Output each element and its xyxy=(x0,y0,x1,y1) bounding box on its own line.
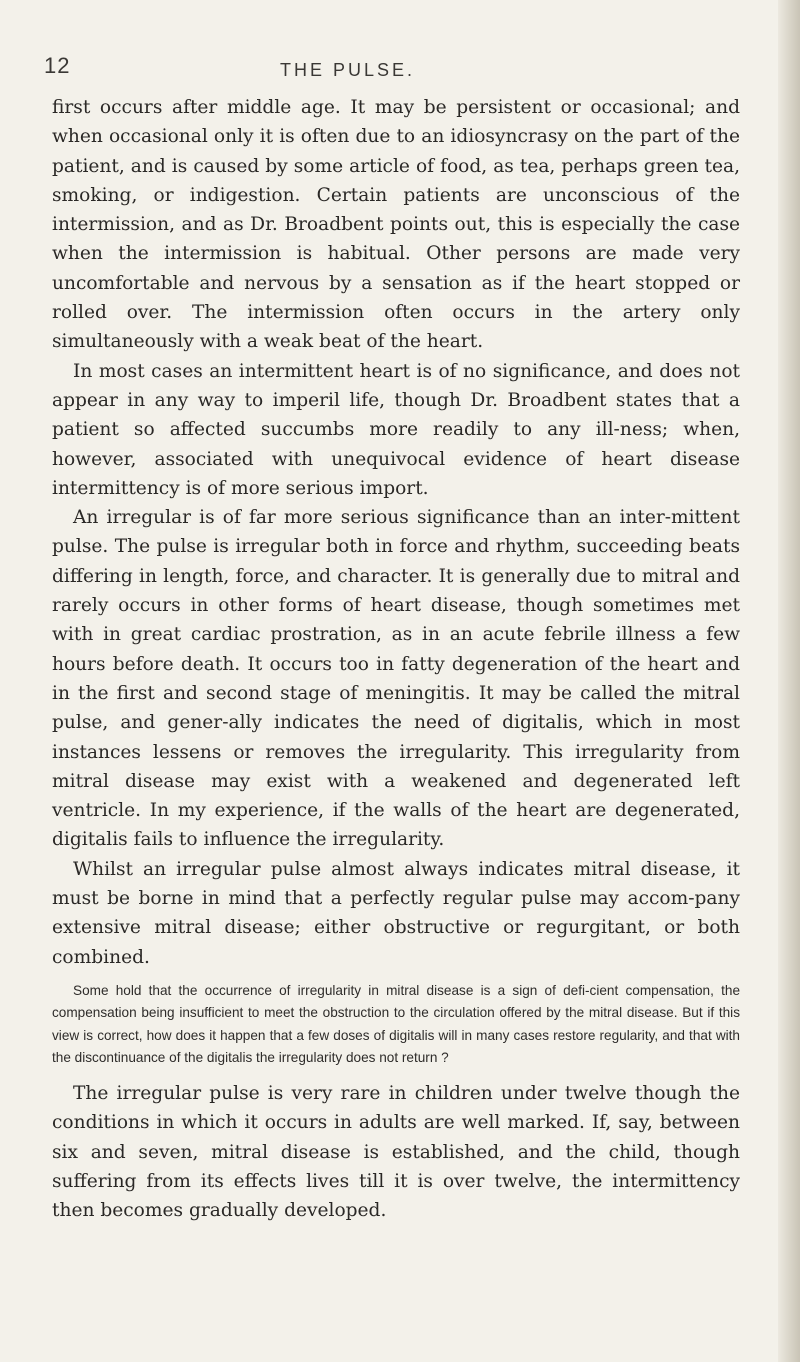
footnote-compensation: Some hold that the occurrence of irregularity in mitral disease is a sign of defi-cient compensation, the compensation being insufficient to meet the obstruction to the circulation offered by the mitral disease. But if this view is correct, how does it happen that a few doses of digitalis will in many cases restore regularity, and that with the discontinuance of the digitalis the irregularity does not return ? xyxy=(52,982,740,1065)
paragraph-mitral-disease: Whilst an irregular pulse almost always indicates mitral disease, it must be borne in mind that a perfectly regular pulse may accom-pany extensive mitral disease; either obstructive or regurgitant, or both combined. xyxy=(52,858,740,968)
paragraph-intermittent-heart: In most cases an intermittent heart is of no significance, and does not appear in any way to imperil life, though Dr. Broadbent states that a patient so affected succumbs more readily to any ill-ness; when, however, associated with unequivocal evidence of heart disease intermittency is of more serious import. xyxy=(52,360,740,499)
paragraph-children: The irregular pulse is very rare in children under twelve though the conditions in which it occurs in adults are well marked. If, say, between six and seven, mitral disease is established, and the child, though suffering from its effects lives till it is over twelve, the intermittency then becomes gradually developed. xyxy=(52,1083,740,1222)
paragraph-intermission-onset: first occurs after middle age. It may be persistent or occasional; and when occasional only it is often due to an idiosyncrasy on the part of the patient, and is caused by some article of food, as tea, perhaps green tea, smoking, or indigestion. Certain patients are unconscious of the intermission, and as Dr. Broadbent points out, this is especially the case when the intermission is habitual. Other persons are made very uncomfortable and nervous by a sensation as if the heart stopped or rolled over. The intermission often occurs in the artery only simultaneously with a weak beat of the heart. xyxy=(52,97,740,353)
paragraph-irregular-pulse: An irregular is of far more serious significance than an inter-mittent pulse. The pulse is irregular both in force and rhythm, succeeding beats differing in length, force, and character. It is generally due to mitral and rarely occurs in other forms of heart disease, though sometimes met with in great cardiac prostration, as in an acute febrile illness a few hours before death. It occurs too in fatty degeneration of the heart and in the first and second stage of meningitis. It may be called the mitral pulse, and gener-ally indicates the need of digitalis, which in most instances lessens or removes the irregularity. This irregularity from mitral disease may exist with a weakened and degenerated left ventricle. In my experience, if the walls of the heart are degenerated, digitalis fails to influence the irregularity. xyxy=(52,507,740,851)
body-text xyxy=(52,93,740,1226)
running-head: THE PULSE. xyxy=(280,60,416,80)
page-edge xyxy=(778,0,800,1362)
page-number: 12 xyxy=(44,53,71,78)
